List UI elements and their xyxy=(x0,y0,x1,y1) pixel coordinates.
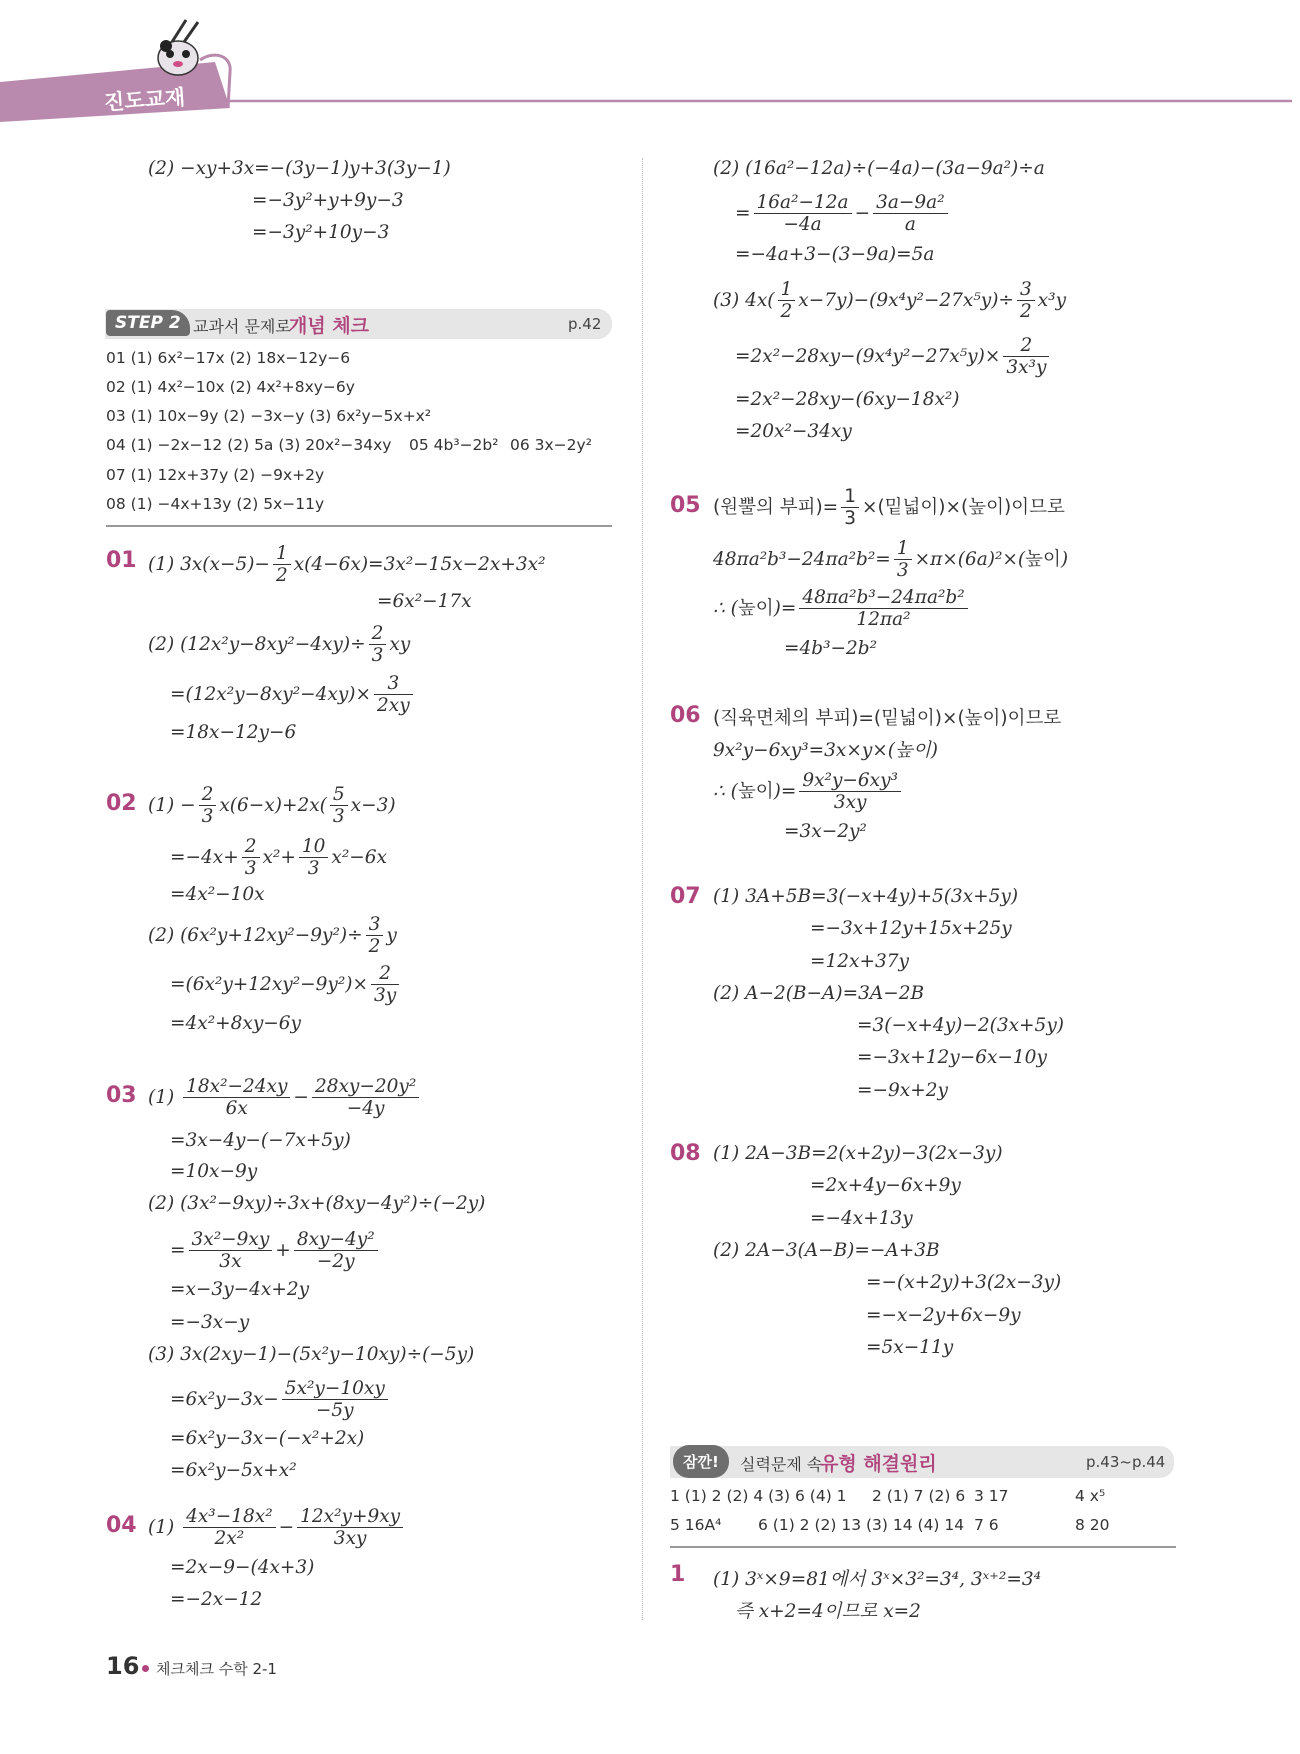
problem-04-number: 04 xyxy=(106,1513,137,1538)
step2-divider xyxy=(106,525,612,527)
step2-answer-02: 02 (1) 4x²−10x (2) 4x²+8xy−6y xyxy=(106,378,355,396)
right-top-b1: =2x²−28xy−(9x⁴y²−27x⁵y)× $\frac{2}{\text{3x³y}}$ xyxy=(735,335,1052,379)
problem-01-expr: (1) 3x(x−5)− $\frac{1}{2}$ x(4−6x)=3x²−15x−2x+3x² xyxy=(148,543,546,587)
problem-03-b2: =x−3y−4x+2y xyxy=(170,1279,310,1300)
problem-08-b2: =−x−2y+6x−9y xyxy=(866,1305,1021,1326)
problem-06-final: =3x−2y² xyxy=(784,821,867,842)
problem-07-a2: =12x+37y xyxy=(810,951,909,972)
jamkkan-divider xyxy=(670,1546,1176,1548)
problem-08-b3: =5x−11y xyxy=(866,1337,954,1358)
jamkkan-page-ref: p.43~p.44 xyxy=(1086,1453,1166,1471)
right-top-a2: =−4a+3−(3−9a)=5a xyxy=(735,244,935,265)
step2-answer-07: 07 (1) 12x+37y (2) −9x+2y xyxy=(106,466,325,484)
step2-answer-03: 03 (1) 10x−9y (2) −3x−y (3) 6x²y−5x+x² xyxy=(106,407,432,425)
problem-03-c1: =6x²y−3x− $\frac{\text{5x²y−10xy}}{-5y}$ xyxy=(170,1378,391,1422)
problem-07-a1: =−3x+12y+15x+25y xyxy=(810,918,1012,939)
jamkkan-r1-c4: 4 x⁵ xyxy=(1075,1487,1106,1505)
problem-02-b3: =4x²+8xy−6y xyxy=(170,1013,301,1034)
problem-07-b0: (2) A−2(B−A)=3A−2B xyxy=(713,983,925,1004)
problem-03-b3: =−3x−y xyxy=(170,1312,250,1333)
problem-05-l3: ∴ (높이)= $\frac{\text{48πa²b³−24πa²b²}}{\text{12πa²}}$ xyxy=(713,587,971,631)
problem-02-a2: =4x²−10x xyxy=(170,884,265,905)
right-top-a0: (2) (16a²−12a)÷(−4a)−(3a−9a²)÷a xyxy=(713,158,1045,179)
jamkkan-sol1-l2: 즉 x+2=4이므로 x=2 xyxy=(735,1601,921,1622)
problem-05-l1: (원뿔의 부피)= $\frac{1}{3}$ ×(밑넓이)×(높이)이므로 xyxy=(713,486,1065,530)
problem-03-a2: =10x−9y xyxy=(170,1161,258,1182)
left-top-line1: (2) −xy+3x=−(3y−1)y+3(3y−1) xyxy=(148,158,451,179)
jamkkan-sol1-l1: (1) 3ˣ×9=81에서 3ˣ×3²=3⁴, 3ˣ⁺²=3⁴ xyxy=(713,1569,1042,1590)
problem-07-b1: =3(−x+4y)−2(3x+5y) xyxy=(857,1015,1064,1036)
header-decoration xyxy=(0,0,1300,130)
problem-01-a1: =6x²−17x xyxy=(377,591,472,612)
problem-03-c3: =6x²y−5x+x² xyxy=(170,1460,297,1481)
column-divider xyxy=(642,158,643,1620)
problem-07-b3: =−9x+2y xyxy=(857,1080,948,1101)
problem-08-b1: =−(x+2y)+3(2x−3y) xyxy=(866,1272,1062,1293)
step2-page-ref: p.42 xyxy=(568,315,602,333)
problem-03-a1: =3x−4y−(−7x+5y) xyxy=(170,1130,351,1151)
footer-book-title: 체크체크 수학 2-1 xyxy=(156,1660,277,1678)
step2-title-highlight: 개념 체크 xyxy=(289,315,370,337)
problem-01-b2: =18x−12y−6 xyxy=(170,722,297,743)
problem-05-number: 05 xyxy=(670,493,701,518)
problem-06-l3: ∴ (높이)= $\frac{\text{9x²y−6xy³}}{3xy}$ xyxy=(713,770,904,814)
left-top-line3: =−3y²+10y−3 xyxy=(252,222,390,243)
step2-answer-08: 08 (1) −4x+13y (2) 5x−11y xyxy=(106,495,325,513)
step2-answer-06: 06 3x−2y² xyxy=(510,436,592,454)
problem-04-a1: =2x−9−(4x+3) xyxy=(170,1557,315,1578)
problem-08-number: 08 xyxy=(670,1141,701,1166)
right-top-a1: = $\frac{\text{16a²−12a}}{-4a}$ − $\frac{\text{3a−9a²}}{a}$ xyxy=(735,192,951,236)
problem-02-b0: (2) (6x²y+12xy²−9y²)÷ $\frac{3}{2}$ y xyxy=(148,914,397,958)
problem-08-a0: (1) 2A−3B=2(x+2y)−3(2x−3y) xyxy=(713,1143,1003,1164)
problem-07-b2: =−3x+12y−6x−10y xyxy=(857,1047,1047,1068)
problem-07-number: 07 xyxy=(670,884,701,909)
problem-03-number: 03 xyxy=(106,1083,137,1108)
problem-01-b1: =(12x²y−8xy²−4xy)× $\frac{3}{2xy}$ xyxy=(170,673,416,717)
problem-06-l2: 9x²y−6xy³=3x×y×(높이) xyxy=(713,740,938,761)
problem-03-b1: = $\frac{\text{3x²−9xy}}{3x}$ + $\frac{\text{8xy−4y²}}{-2y}$ xyxy=(170,1229,381,1273)
problem-03-c0: (3) 3x(2xy−1)−(5x²y−10xy)÷(−5y) xyxy=(148,1344,475,1365)
right-top-b0: (3) 4x( $\frac{1}{2}$ x−7y)−(9x⁴y²−27x⁵y)÷ $\frac{3}{2}$ x³y xyxy=(713,279,1067,323)
problem-02-b1: =(6x²y+12xy²−9y²)× $\frac{2}{3y}$ xyxy=(170,963,402,1007)
problem-04-a2: =−2x−12 xyxy=(170,1589,263,1610)
problem-04-expr: (1) $\frac{\text{4x³−18x²}}{\text{2x²}}$ − $\frac{\text{12x²y+9xy}}{3xy}$ xyxy=(148,1506,406,1550)
problem-02-expr: (1) − $\frac{2}{3}$ x(6−x)+2x( $\frac{5}{3}$ x−3) xyxy=(148,784,396,828)
left-top-line2: =−3y²+y+9y−3 xyxy=(252,190,404,211)
step2-badge: STEP 2 xyxy=(106,310,190,336)
problem-05-l2: 48πa²b³−24πa²b²= $\frac{1}{3}$ ×π×(6a)²×(높이) xyxy=(713,538,1069,582)
header-tab-label: 진도교재 xyxy=(103,85,186,115)
jamkkan-sol1-number: 1 xyxy=(670,1562,686,1587)
problem-06-l1: (직육면체의 부피)=(밑넓이)×(높이)이므로 xyxy=(713,708,1062,729)
jamkkan-r1-c2: 2 (1) 7 (2) 6 xyxy=(872,1487,966,1505)
problem-07-a0: (1) 3A+5B=3(−x+4y)+5(3x+5y) xyxy=(713,886,1019,907)
problem-08-a1: =2x+4y−6x+9y xyxy=(810,1175,961,1196)
jamkkan-r1-c3: 3 17 xyxy=(974,1487,1009,1505)
jamkkan-r2-c1: 5 16A⁴ xyxy=(670,1516,722,1534)
footer-page-number: 16 xyxy=(106,1652,140,1680)
step2-answer-04: 04 (1) −2x−12 (2) 5a (3) 20x²−34xy xyxy=(106,436,392,454)
step2-title-prefix: 교과서 문제로 xyxy=(193,317,291,336)
problem-08-a2: =−4x+13y xyxy=(810,1208,913,1229)
problem-06-number: 06 xyxy=(670,703,701,728)
jamkkan-r2-c4: 8 20 xyxy=(1075,1516,1110,1534)
problem-08-b0: (2) 2A−3(A−B)=−A+3B xyxy=(713,1240,940,1261)
jamkkan-r2-c3: 7 6 xyxy=(974,1516,999,1534)
problem-05-final: =4b³−2b² xyxy=(784,638,878,659)
footer-bullet xyxy=(142,1665,149,1672)
right-top-b3: =20x²−34xy xyxy=(735,421,852,442)
problem-03-b0: (2) (3x²−9xy)÷3x+(8xy−4y²)÷(−2y) xyxy=(148,1193,486,1214)
problem-02-number: 02 xyxy=(106,791,137,816)
problem-01-number: 01 xyxy=(106,548,137,573)
problem-02-a1: =−4x+ $\frac{2}{3}$ x²+ $\frac{10}{3}$ x²−6x xyxy=(170,836,387,880)
jamkkan-badge: 잠깐! xyxy=(673,1445,729,1478)
problem-03-expr: (1) $\frac{\text{18x²−24xy}}{6x}$ − $\frac{\text{28xy−20y²}}{-4y}$ xyxy=(148,1076,422,1120)
problem-03-c2: =6x²y−3x−(−x²+2x) xyxy=(170,1428,365,1449)
step2-answer-05: 05 4b³−2b² xyxy=(409,436,499,454)
problem-01-b0: (2) (12x²y−8xy²−4xy)÷ $\frac{2}{3}$ xy xyxy=(148,623,411,667)
right-top-b2: =2x²−28xy−(6xy−18x²) xyxy=(735,389,960,410)
step2-answer-01: 01 (1) 6x²−17x (2) 18x−12y−6 xyxy=(106,349,351,367)
jamkkan-title-highlight: 유형 해결원리 xyxy=(820,1453,937,1475)
jamkkan-r1-c1: 1 (1) 2 (2) 4 (3) 6 (4) 1 xyxy=(670,1487,847,1505)
jamkkan-title-prefix: 실력문제 속 xyxy=(740,1455,823,1474)
header-bar xyxy=(0,0,1300,130)
jamkkan-r2-c2: 6 (1) 2 (2) 13 (3) 14 (4) 14 xyxy=(758,1516,965,1534)
